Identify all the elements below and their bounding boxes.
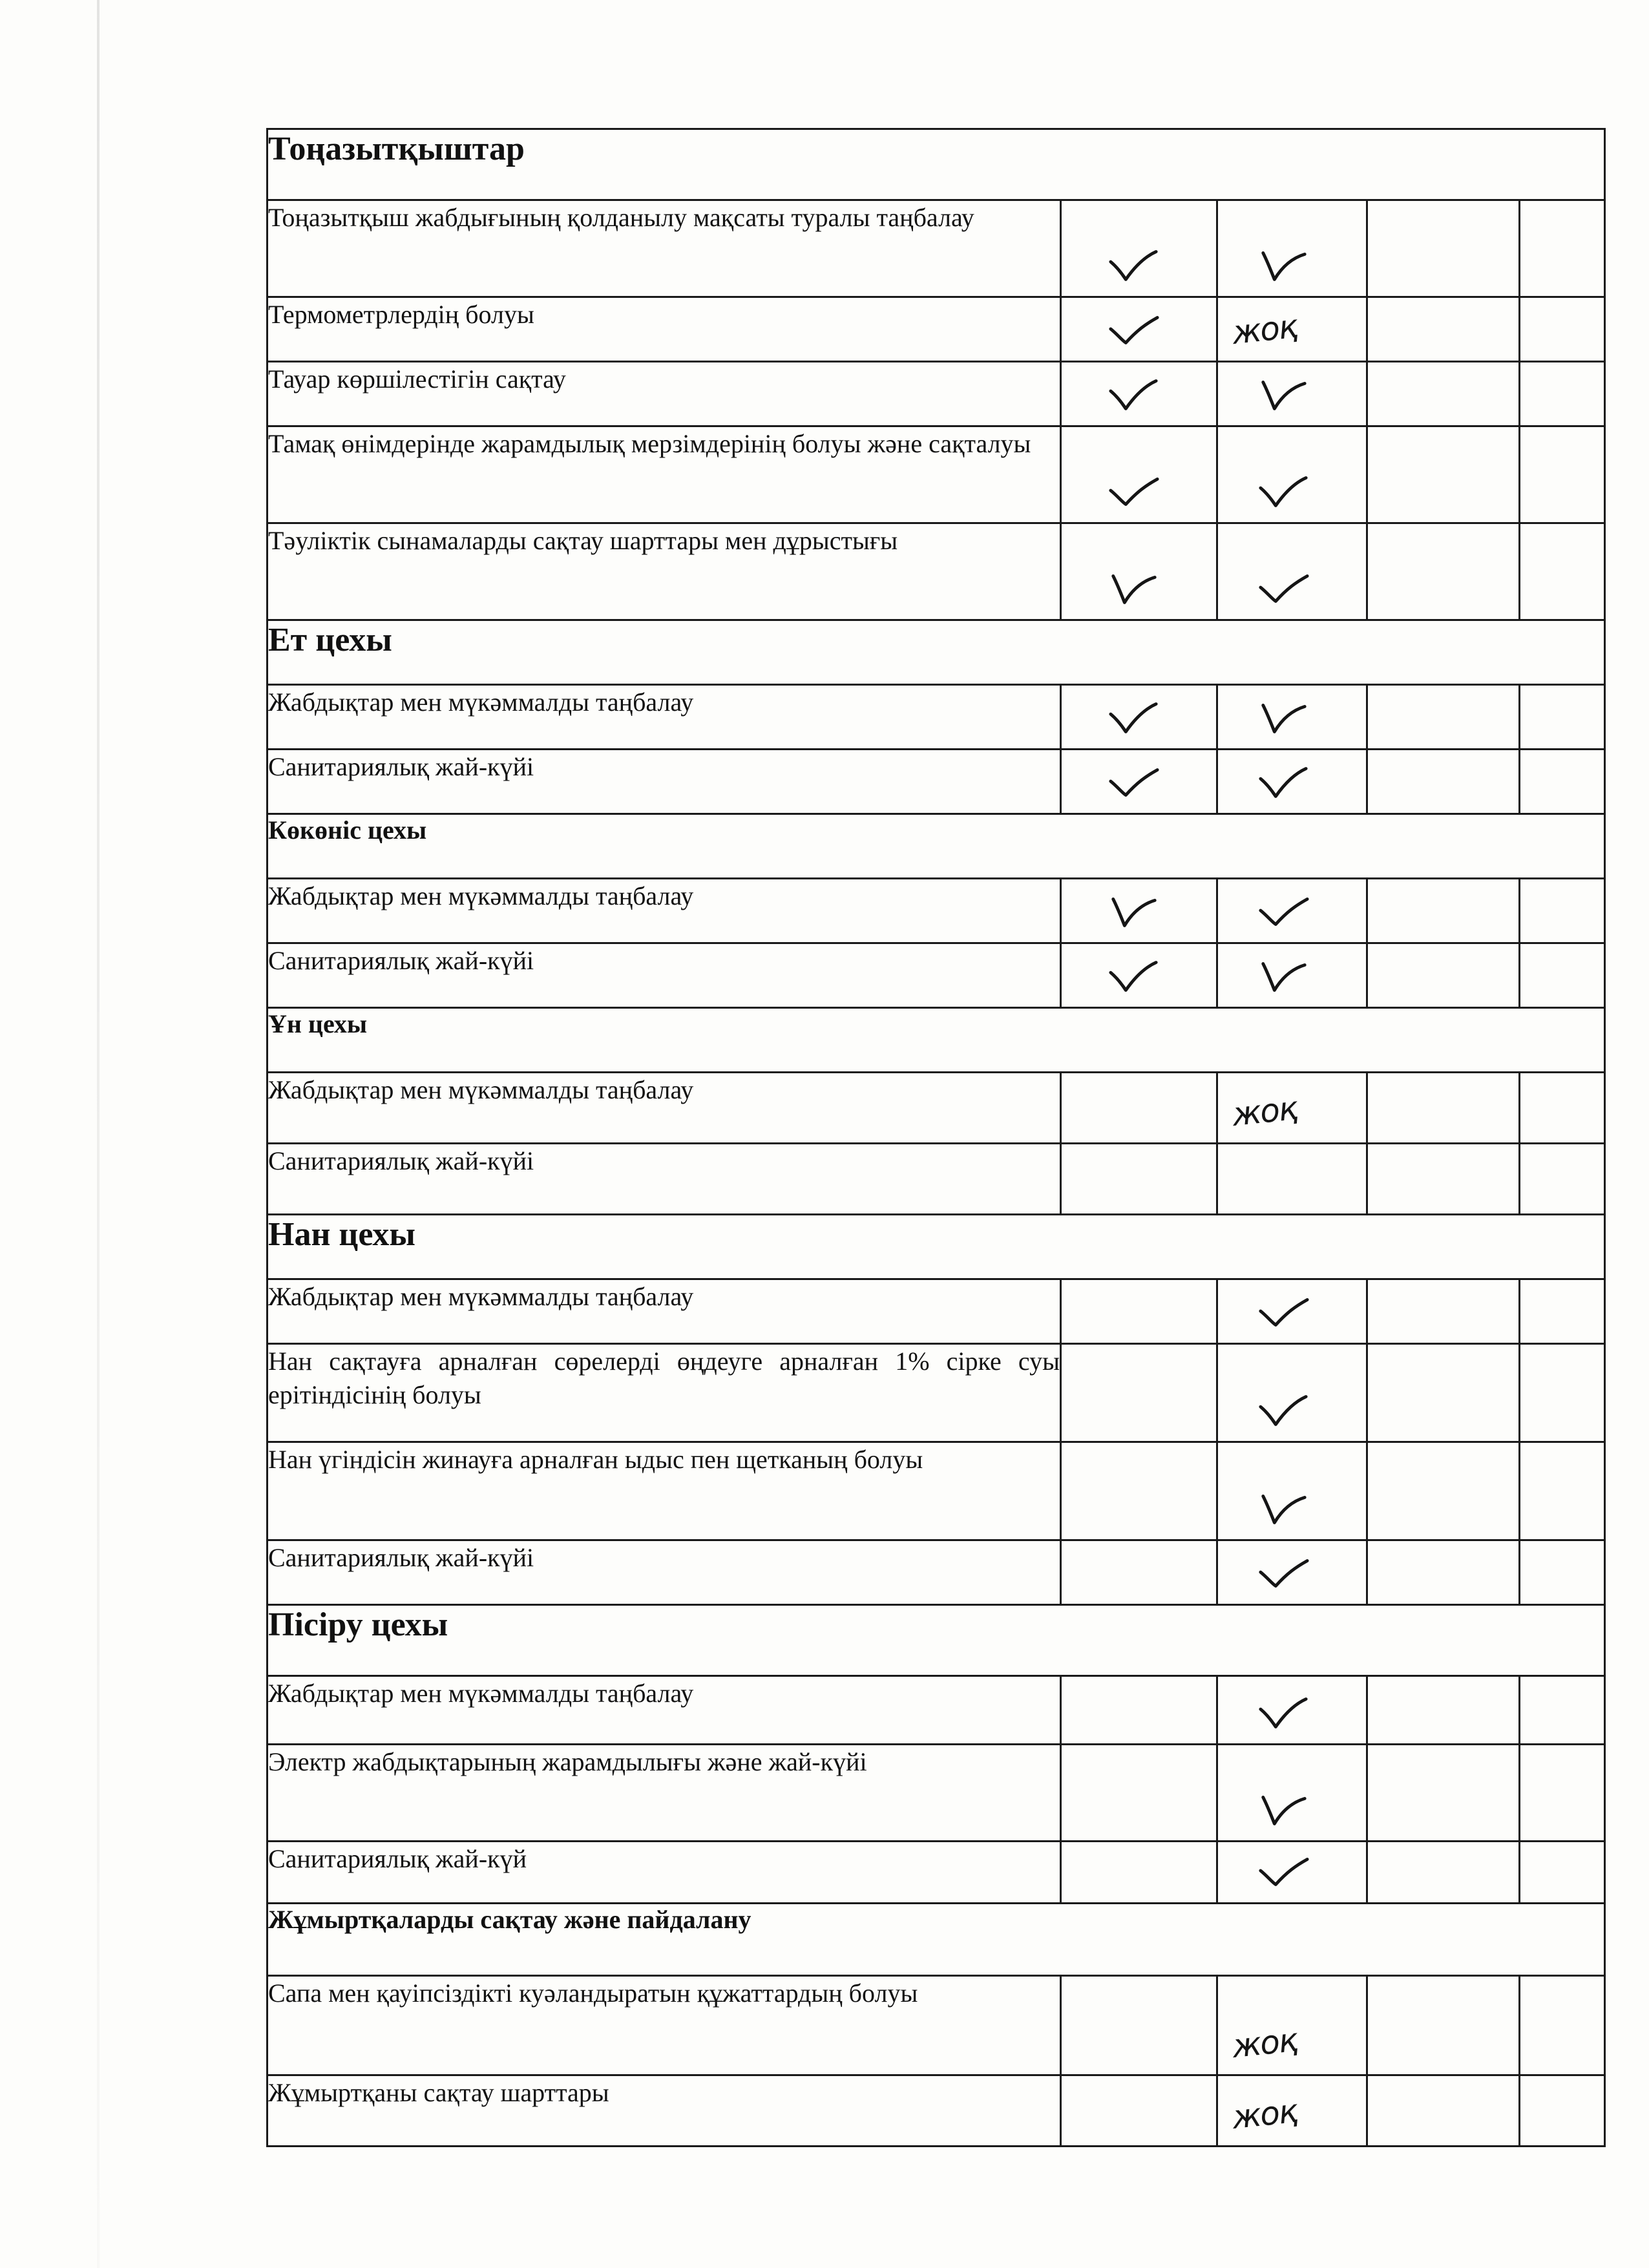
checklist-item-label: Санитариялық жай-күйі — [268, 1540, 1061, 1605]
mark-cell-4 — [1520, 1540, 1605, 1605]
mark-cell-1 — [1061, 1073, 1217, 1144]
mark-cell-4 — [1520, 750, 1605, 814]
checkmark-icon — [1107, 474, 1160, 510]
mark-cell-1 — [1061, 750, 1217, 814]
checkmark-icon — [1107, 377, 1160, 413]
mark-cell-4 — [1520, 943, 1605, 1008]
mark-cell-3 — [1367, 750, 1520, 814]
checkmark-icon — [1257, 1792, 1310, 1828]
section-title: Жұмыртқаларды сақтау және пайдалану — [268, 1904, 1605, 1976]
mark-cell-2 — [1217, 523, 1367, 620]
checkmark-icon — [1257, 474, 1310, 510]
checkmark-icon — [1257, 1491, 1310, 1527]
handwritten-note: жоқ — [1230, 2092, 1299, 2137]
checklist-row — [268, 1676, 1605, 1745]
checklist-item-label: Жабдықтар мен мүкәммалды таңбалау — [268, 1279, 1061, 1344]
handwritten-note: жоқ — [1230, 2021, 1299, 2066]
checklist-row — [268, 297, 1605, 362]
mark-cell-1 — [1061, 685, 1217, 750]
checklist-row — [268, 2075, 1605, 2147]
mark-cell-3 — [1367, 2075, 1520, 2147]
checklist-row — [268, 426, 1605, 523]
checklist-row — [268, 1279, 1605, 1344]
mark-cell-4 — [1520, 685, 1605, 750]
mark-cell-4 — [1520, 1745, 1605, 1842]
mark-cell-2 — [1217, 1073, 1367, 1144]
checklist-item-label: Жұмыртқаны сақтау шарттары — [268, 2075, 1061, 2147]
mark-cell-4 — [1520, 1676, 1605, 1745]
mark-cell-1 — [1061, 1279, 1217, 1344]
mark-cell-1 — [1061, 1976, 1217, 2075]
mark-cell-2 — [1217, 943, 1367, 1008]
mark-cell-1 — [1061, 1676, 1217, 1745]
checklist-row — [268, 1442, 1605, 1540]
mark-cell-2 — [1217, 1144, 1367, 1215]
checklist-item-label: Жабдықтар мен мүкәммалды таңбалау — [268, 1676, 1061, 1745]
checklist-row — [268, 1144, 1605, 1215]
mark-cell-3 — [1367, 297, 1520, 362]
section-header-row — [268, 1008, 1605, 1073]
mark-cell-2 — [1217, 1279, 1367, 1344]
handwritten-note: жоқ — [1230, 307, 1299, 352]
mark-cell-3 — [1367, 1279, 1520, 1344]
mark-cell-4 — [1520, 200, 1605, 297]
checklist-item-label: Тоңазытқыш жабдығының қолданылу мақсаты туралы таңбалау — [268, 200, 1061, 297]
mark-cell-4 — [1520, 1344, 1605, 1442]
mark-cell-1 — [1061, 523, 1217, 620]
mark-cell-2 — [1217, 2075, 1367, 2147]
checklist-row — [268, 200, 1605, 297]
checklist-row — [268, 1540, 1605, 1605]
mark-cell-3 — [1367, 1745, 1520, 1842]
checkmark-icon — [1107, 958, 1160, 994]
mark-cell-2 — [1217, 1976, 1367, 2075]
checklist-item-label: Нан үгіндісін жинауға арналған ыдыс пен щетканың болуы — [268, 1442, 1061, 1540]
mark-cell-1 — [1061, 362, 1217, 426]
checkmark-icon — [1107, 247, 1160, 284]
mark-cell-3 — [1367, 1540, 1520, 1605]
checklist-item-label: Санитариялық жай-күй — [268, 1842, 1061, 1904]
mark-cell-2 — [1217, 1442, 1367, 1540]
mark-cell-3 — [1367, 200, 1520, 297]
section-title: Ұн цехы — [268, 1008, 1605, 1073]
mark-cell-1 — [1061, 943, 1217, 1008]
section-title: Көкөніс цехы — [268, 814, 1605, 879]
checkmark-icon — [1257, 1555, 1310, 1591]
checkmark-icon — [1257, 571, 1310, 607]
checklist-row — [268, 1976, 1605, 2075]
checklist-item-label: Жабдықтар мен мүкәммалды таңбалау — [268, 685, 1061, 750]
checklist-row — [268, 750, 1605, 814]
mark-cell-3 — [1367, 879, 1520, 943]
checkmark-icon — [1107, 700, 1160, 736]
section-title: Пісіру цехы — [268, 1605, 1605, 1676]
checkmark-icon — [1257, 1854, 1310, 1890]
mark-cell-4 — [1520, 523, 1605, 620]
checkmark-icon — [1257, 958, 1310, 994]
checklist-row — [268, 685, 1605, 750]
mark-cell-1 — [1061, 1745, 1217, 1842]
mark-cell-2 — [1217, 1344, 1367, 1442]
checklist-row — [268, 1745, 1605, 1842]
checklist-item-label: Электр жабдықтарының жарамдылығы және жай-күйі — [268, 1745, 1061, 1842]
checkmark-icon — [1107, 894, 1160, 930]
mark-cell-1 — [1061, 200, 1217, 297]
mark-cell-4 — [1520, 1279, 1605, 1344]
checkmark-icon — [1257, 1294, 1310, 1330]
checklist-row — [268, 1344, 1605, 1442]
mark-cell-2 — [1217, 1745, 1367, 1842]
mark-cell-4 — [1520, 1442, 1605, 1540]
section-header-row — [268, 814, 1605, 879]
section-title: Ет цехы — [268, 620, 1605, 685]
mark-cell-4 — [1520, 1073, 1605, 1144]
mark-cell-4 — [1520, 426, 1605, 523]
mark-cell-3 — [1367, 1073, 1520, 1144]
mark-cell-2 — [1217, 362, 1367, 426]
mark-cell-2 — [1217, 1842, 1367, 1904]
mark-cell-3 — [1367, 1676, 1520, 1745]
mark-cell-4 — [1520, 2075, 1605, 2147]
checkmark-icon — [1107, 764, 1160, 801]
checklist-row — [268, 523, 1605, 620]
scan-edge-shadow — [97, 0, 100, 2268]
checkmark-icon — [1107, 312, 1160, 348]
checklist-row — [268, 362, 1605, 426]
checklist-item-label: Нан сақтауға арналған сөрелерді өңдеуге арналған 1% сірке суы ерітіндісінің болуы — [268, 1344, 1061, 1442]
mark-cell-3 — [1367, 426, 1520, 523]
mark-cell-3 — [1367, 362, 1520, 426]
mark-cell-3 — [1367, 943, 1520, 1008]
handwritten-note: жоқ — [1230, 1089, 1299, 1134]
checklist-row — [268, 1842, 1605, 1904]
checkmark-icon — [1257, 377, 1310, 413]
mark-cell-3 — [1367, 1144, 1520, 1215]
mark-cell-2 — [1217, 1540, 1367, 1605]
section-title: Нан цехы — [268, 1215, 1605, 1279]
checklist-item-label: Тауар көршілестігін сақтау — [268, 362, 1061, 426]
mark-cell-3 — [1367, 1442, 1520, 1540]
section-header-row — [268, 1904, 1605, 1976]
checklist-row — [268, 1073, 1605, 1144]
checkmark-icon — [1257, 700, 1310, 736]
mark-cell-4 — [1520, 297, 1605, 362]
mark-cell-2 — [1217, 1676, 1367, 1745]
checklist-row — [268, 943, 1605, 1008]
mark-cell-1 — [1061, 1842, 1217, 1904]
checklist-row — [268, 879, 1605, 943]
mark-cell-2 — [1217, 297, 1367, 362]
mark-cell-2 — [1217, 685, 1367, 750]
mark-cell-1 — [1061, 297, 1217, 362]
checklist-item-label: Жабдықтар мен мүкәммалды таңбалау — [268, 879, 1061, 943]
checklist-item-label: Термометрлердің болуы — [268, 297, 1061, 362]
mark-cell-3 — [1367, 685, 1520, 750]
checklist-item-label: Сапа мен қауіпсіздікті куәландыратын құжаттардың болуы — [268, 1976, 1061, 2075]
mark-cell-3 — [1367, 1842, 1520, 1904]
mark-cell-3 — [1367, 523, 1520, 620]
checkmark-icon — [1107, 571, 1160, 607]
mark-cell-1 — [1061, 879, 1217, 943]
mark-cell-1 — [1061, 426, 1217, 523]
inspection-checklist-table — [266, 128, 1606, 2147]
checklist-item-label: Тамақ өнімдерінде жарамдылық мерзімдерінің болуы және сақталуы — [268, 426, 1061, 523]
mark-cell-4 — [1520, 879, 1605, 943]
mark-cell-1 — [1061, 1344, 1217, 1442]
mark-cell-4 — [1520, 1842, 1605, 1904]
mark-cell-2 — [1217, 426, 1367, 523]
mark-cell-4 — [1520, 1144, 1605, 1215]
section-header-row — [268, 620, 1605, 685]
mark-cell-4 — [1520, 362, 1605, 426]
checkmark-icon — [1257, 1392, 1310, 1429]
checkmark-icon — [1257, 247, 1310, 284]
section-header-row — [268, 1215, 1605, 1279]
mark-cell-2 — [1217, 750, 1367, 814]
checklist-item-label: Жабдықтар мен мүкәммалды таңбалау — [268, 1073, 1061, 1144]
section-header-row — [268, 129, 1605, 200]
section-title: Тоңазытқыштар — [268, 129, 1605, 200]
mark-cell-3 — [1367, 1344, 1520, 1442]
mark-cell-3 — [1367, 1976, 1520, 2075]
mark-cell-1 — [1061, 2075, 1217, 2147]
mark-cell-2 — [1217, 200, 1367, 297]
mark-cell-1 — [1061, 1540, 1217, 1605]
section-header-row — [268, 1605, 1605, 1676]
mark-cell-4 — [1520, 1976, 1605, 2075]
checklist-item-label: Санитариялық жай-күйі — [268, 943, 1061, 1008]
checklist-item-label: Санитариялық жай-күйі — [268, 1144, 1061, 1215]
checkmark-icon — [1257, 894, 1310, 930]
checklist-item-label: Санитариялық жай-күйі — [268, 750, 1061, 814]
mark-cell-1 — [1061, 1442, 1217, 1540]
checkmark-icon — [1257, 764, 1310, 801]
mark-cell-2 — [1217, 879, 1367, 943]
checklist-item-label: Тәуліктік сынамаларды сақтау шарттары мен дұрыстығы — [268, 523, 1061, 620]
checkmark-icon — [1257, 1695, 1310, 1731]
mark-cell-1 — [1061, 1144, 1217, 1215]
